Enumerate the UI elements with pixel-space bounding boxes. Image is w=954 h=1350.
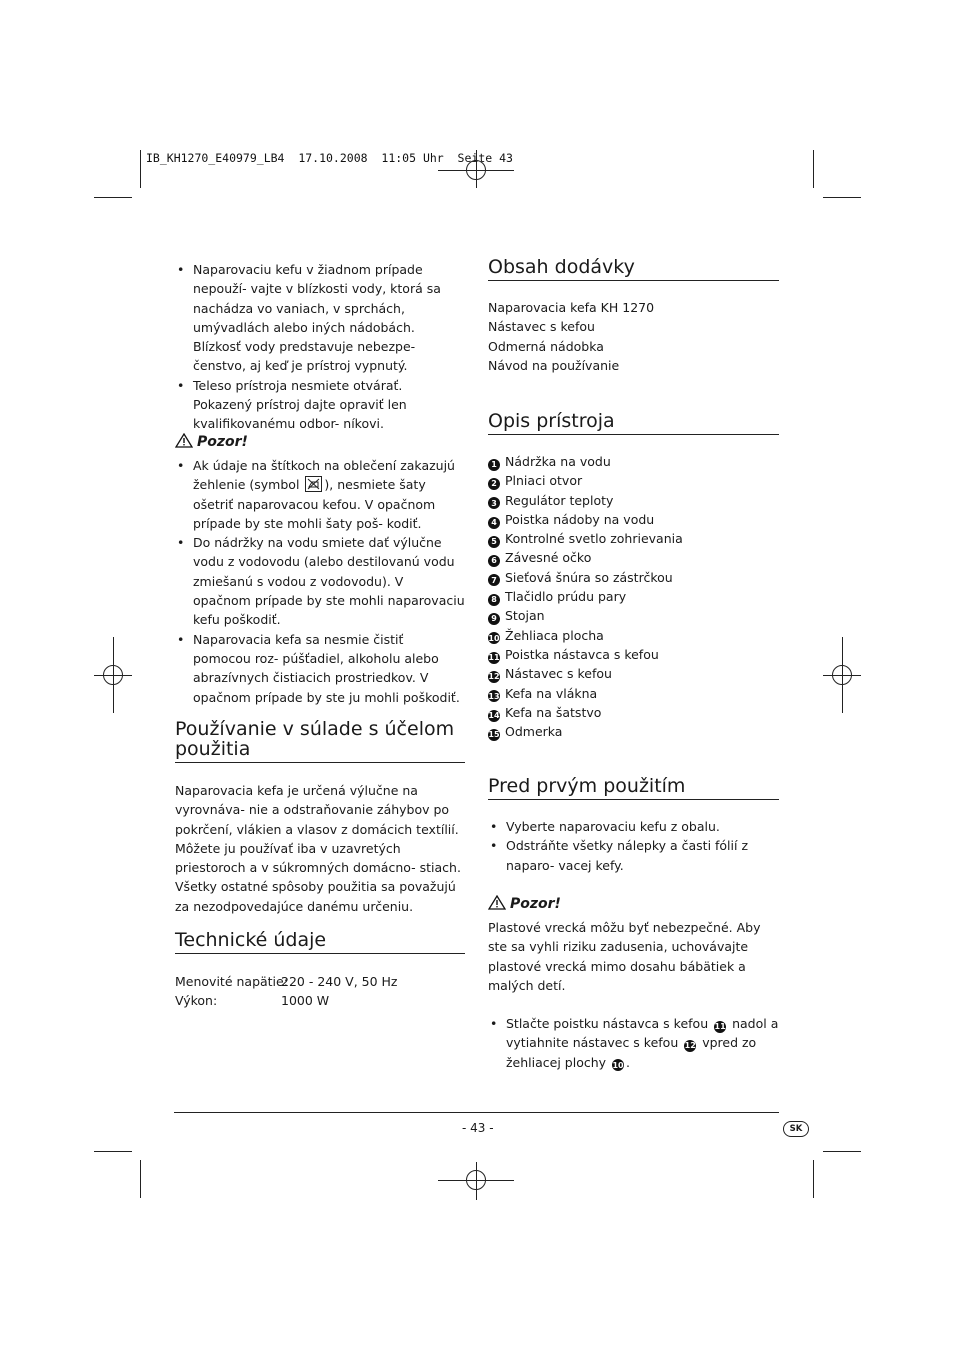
list-item: • Naparovacia kefa sa nesmie čistiť pomocou roz- púšťadiel, alkoholu alebo abrazívnych čistiacich prostriedkov. V opačnom prípade by ste ju mohli poškodiť. <box>175 630 465 707</box>
part-item <box>488 684 779 703</box>
text-span: ), nesmiete šaty ošetriť naparovacou kefou. V opačnom prípade by ste mohli šaty poš- kodiť. <box>193 477 436 531</box>
page-number: - 43 - <box>462 1121 494 1135</box>
part-number-badge: 13 <box>488 691 500 701</box>
registration-mark <box>103 665 123 685</box>
part-item <box>488 587 779 606</box>
part-label: Kefa na vlákna <box>505 685 598 701</box>
part-item <box>488 703 779 722</box>
list-item: Návod na používanie <box>488 357 620 373</box>
text-span: . <box>626 1054 630 1070</box>
part-number-badge: 5 <box>488 536 500 548</box>
part-number-badge: 7 <box>488 574 500 586</box>
crop-mark <box>823 197 861 198</box>
crop-mark <box>823 1151 861 1152</box>
part-item <box>488 645 779 664</box>
part-item <box>488 568 779 587</box>
use-section <box>175 719 465 916</box>
crop-mark <box>94 1151 132 1152</box>
safety-list <box>175 260 465 434</box>
list-item <box>488 1014 779 1072</box>
list-item: Naparovacia kefa KH 1270 <box>488 300 655 315</box>
warning-icon <box>175 433 193 454</box>
list-item: Nástavec s kefou <box>488 319 595 335</box>
warning-title: Pozor! <box>510 896 561 912</box>
part-number-badge: 10 <box>488 633 500 643</box>
warning-heading <box>175 432 465 454</box>
list-item: • Naparovaciu kefu v žiadnom prípade nepouží- vajte v blízkosti vody, ktorá sa nachádza vo vaniach, v sprchách, umývadlách alebo iných nádobách. Blízkosť vody predstavuje nebezpe- čenstvo, aj keď je prístroj vypnutý. <box>175 260 465 376</box>
spec-label: Výkon: <box>175 993 218 1009</box>
part-item <box>488 529 779 548</box>
list-item: Odmerná nádobka <box>488 338 604 354</box>
part-number-badge: 8 <box>488 594 500 606</box>
crop-mark <box>813 150 814 188</box>
list-item: • Odstráňte všetky nálepky a časti fólií z naparo- vacej kefy. <box>488 836 779 875</box>
use-text: Naparovacia kefa je určená výlučne na vyrovnáva- nie a odstraňovanie záhybov po pokrčení, vlákien a vlasov z domácich textílií. Môžete ju používať iba v uzavretých priestoroch a v súkromných domácno- stiach. Všetky ostatné spôsoby použitia sa považujú za nezodpovedajúce danému určeniu. <box>175 783 461 914</box>
text-span: Ak údaje na štítkoch na oblečení zakazujú žehlenie (symbol <box>193 458 455 493</box>
part-item <box>488 471 779 490</box>
section-heading: Opis prístroja <box>488 411 779 435</box>
contents-section <box>488 257 779 375</box>
left-warning <box>175 432 465 707</box>
warning-title: Pozor! <box>197 434 248 450</box>
text-span: nadol a vytiahnite nástavec s kefou <box>506 1016 779 1051</box>
text-span: Stlačte poistku nástavca s kefou <box>506 1016 713 1032</box>
section-heading: Obsah dodávky <box>488 257 779 281</box>
print-slug: IB_KH1270_E40979_LB4 17.10.2008 11:05 Uhr Seite 43 <box>146 151 513 165</box>
part-item <box>488 722 779 741</box>
part-label: Sieťová šnúra so zástrčkou <box>505 569 673 585</box>
no-ironing-icon <box>305 476 322 492</box>
crop-mark <box>140 150 141 188</box>
section-heading: Pred prvým použitím <box>488 776 779 800</box>
text-span: vpred zo žehliacej plochy <box>506 1035 757 1070</box>
section-heading: Technické údaje <box>175 930 465 954</box>
tech-section <box>175 930 465 1011</box>
crop-mark <box>140 1160 141 1198</box>
part-number-badge: 9 <box>488 613 500 625</box>
part-number-badge: 2 <box>488 478 500 490</box>
registration-mark <box>466 1170 486 1190</box>
registration-mark <box>832 665 852 685</box>
list-item <box>175 456 465 533</box>
part-number-badge: 6 <box>488 555 500 567</box>
part-label: Odmerka <box>505 724 563 740</box>
part-number-badge: 11 <box>488 652 500 662</box>
spec-value: 220 - 240 V, 50 Hz <box>281 974 398 989</box>
part-number-badge: 10 <box>612 1060 624 1070</box>
part-label: Kefa na šatstvo <box>505 704 602 720</box>
crop-mark <box>94 197 132 198</box>
warning-text: Plastové vrecká môžu byť nebezpečné. Aby ste sa vyhli riziku zadusenia, uchovávajte plastové vrecká mimo dosahu bábätiek a malých detí. <box>488 920 761 993</box>
part-item <box>488 664 779 683</box>
part-item <box>488 452 779 471</box>
part-label: Plniaci otvor <box>505 473 583 489</box>
part-item <box>488 626 779 645</box>
part-number-badge: 12 <box>684 1041 696 1051</box>
parts-section <box>488 411 779 741</box>
part-label: Nástavec s kefou <box>505 666 612 682</box>
part-number-badge: 4 <box>488 517 500 529</box>
part-label: Poistka nádoby na vodu <box>505 511 655 527</box>
footer-divider <box>174 1112 779 1113</box>
part-item <box>488 491 779 510</box>
language-badge: SK <box>783 1121 809 1137</box>
part-label: Stojan <box>505 608 545 624</box>
part-label: Kontrolné svetlo zohrievania <box>505 531 683 547</box>
list-item: • Teleso prístroja nesmiete otvárať. Pokazený prístroj dajte opraviť len kvalifikovanému odbor- níkovi. <box>175 376 465 434</box>
warning-heading <box>488 894 779 916</box>
spec-label: Menovité napätie: <box>175 974 288 989</box>
first-use-section <box>488 776 779 875</box>
part-label: Tlačidlo prúdu pary <box>505 589 627 605</box>
part-label: Nádržka na vodu <box>505 454 611 469</box>
part-number-badge: 15 <box>488 730 500 740</box>
list-item: • Vyberte naparovaciu kefu z obalu. <box>488 817 779 836</box>
warning-icon <box>488 895 506 916</box>
parts-list <box>488 452 779 741</box>
part-item <box>488 606 779 625</box>
warning-list <box>175 456 465 707</box>
part-item <box>488 510 779 529</box>
part-label: Regulátor teploty <box>505 492 614 508</box>
part-label: Závesné očko <box>505 550 592 566</box>
part-number-badge: 14 <box>488 710 500 720</box>
spec-row <box>175 972 465 991</box>
part-label: Poistka nástavca s kefou <box>505 646 659 662</box>
part-item <box>488 548 779 567</box>
part-number-badge: 3 <box>488 497 500 509</box>
section-heading: Používanie v súlade s účelom použitia <box>175 719 465 763</box>
crop-mark <box>813 1160 814 1198</box>
part-number-badge: 1 <box>488 459 500 471</box>
right-warning <box>488 894 779 1072</box>
list-item: • Do nádržky na vodu smiete dať výlučne vodu z vodovodu (alebo destilovanú vodu zmiešanú s vodou z vodovodu). V opačnom prípade by ste mohli naparovaciu kefu poškodiť. <box>175 533 465 629</box>
spec-value: 1000 W <box>281 993 330 1009</box>
part-label: Žehliaca plocha <box>505 627 604 643</box>
part-number-badge: 12 <box>488 672 500 682</box>
release-list <box>488 1014 779 1072</box>
spec-row <box>175 991 465 1010</box>
part-number-badge: 11 <box>714 1022 726 1032</box>
first-use-list <box>488 817 779 875</box>
left-column <box>175 260 465 434</box>
